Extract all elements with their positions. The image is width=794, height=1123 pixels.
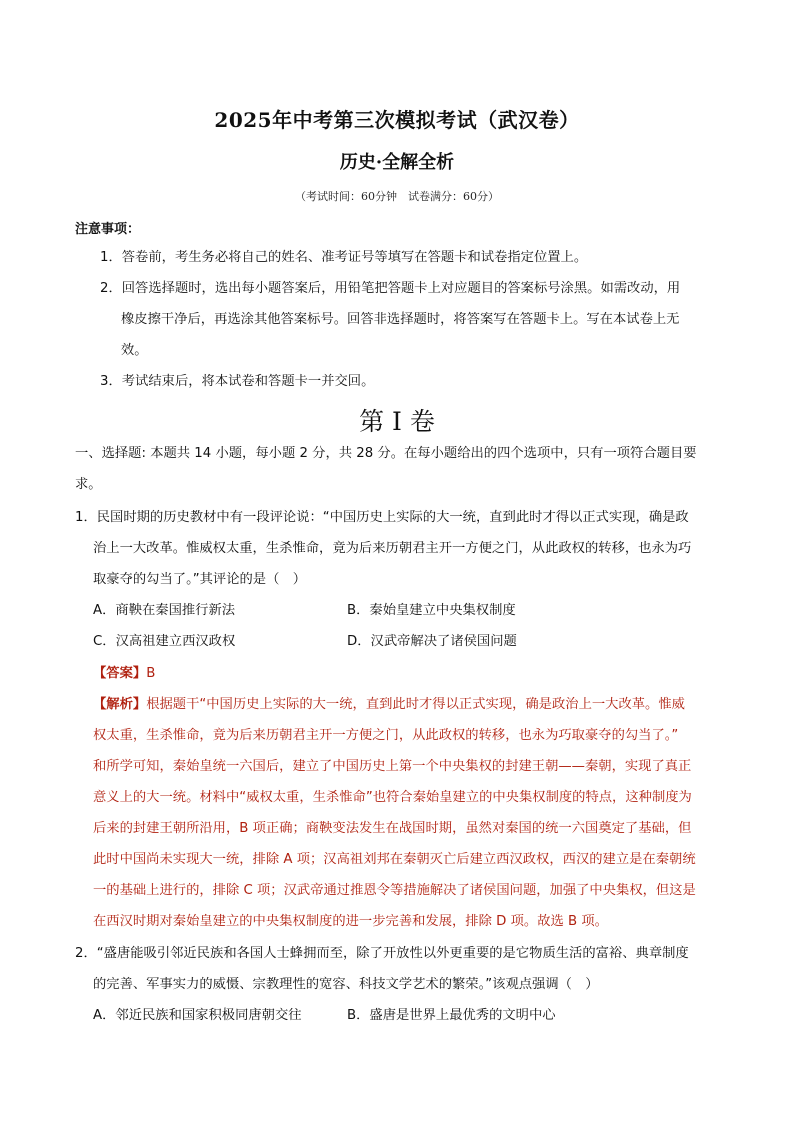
q1-analysis-line-1 <box>93 697 685 713</box>
q1-analysis-line-3: 和所学可知，秦始皇统一六国后，建立了中国历史上第一个中央集权的封建王朝——秦朝，实现了真正 <box>93 759 692 774</box>
q1-analysis-line-7: 一的基础上进行的，排除 C 项；汉武帝通过推恩令等措施解决了诸侯国问题，加强了中央集权，但这是 <box>93 883 696 898</box>
section-title: 第 I 卷 <box>359 407 435 436</box>
notice-item-2: 2．回答选择题时，选出每小题答案后，用铅笔把答题卡上对应题目的答案标号涂黑。如需改动，用 <box>100 281 681 296</box>
notice-item-2-cont: 橡皮擦干净后，再选涂其他答案标号。回答非选择题时，将答案写在答题卡上。写在本试卷上无 <box>121 312 680 327</box>
analysis-text: 根据题干“中国历史上实际的大一统，直到此时才得以正式实现，确是政治上一大改革。惟威 <box>146 697 685 712</box>
q1-stem-line-3: 取豪夺的勾当了。”其评论的是（ ） <box>93 572 306 587</box>
q1-stem-line-1: 1．民国时期的历史教材中有一段评论说：“中国历史上实际的大一统，直到此时才得以正式实现，确是政 <box>75 510 689 525</box>
q1-option-d: D．汉武帝解决了诸侯国问题 <box>347 634 517 649</box>
document-title: 2025年中考第三次模拟考试（武汉卷） <box>214 108 580 132</box>
exam-meta: （考试时间：60分钟 试卷满分：60分） <box>295 190 499 203</box>
q1-option-b: B．秦始皇建立中央集权制度 <box>347 603 516 618</box>
section-intro: 一、选择题: 本题共 14 小题，每小题 2 分，共 28 分。在每小题给出的四个选项中，只有一项符合题目要 <box>75 446 697 461</box>
notice-heading: 注意事项： <box>75 222 141 237</box>
q2-stem-line-2: 的完善、军事实力的威慑、宗教理性的宽容、科技文学艺术的繁荣。”该观点强调（ ） <box>93 977 599 992</box>
notice-item-1: 1．答卷前，考生务必将自己的姓名、准考证号等填写在答题卡和试卷指定位置上。 <box>100 250 588 265</box>
q1-analysis-line-5: 后来的封建王朝所沿用，B 项正确；商鞅变法发生在战国时期，虽然对秦国的统一六国奠定了基础，但 <box>93 821 692 836</box>
q1-analysis-line-8: 在西汉时期对秦始皇建立的中央集权制度的进一步完善和发展，排除 D 项。故选 B 项。 <box>93 914 608 929</box>
answer-value: B <box>146 666 156 681</box>
q2-option-b: B．盛唐是世界上最优秀的文明中心 <box>347 1008 556 1023</box>
answer-tag: 【答案】 <box>93 666 147 681</box>
notice-item-2-cont2: 效。 <box>121 343 148 358</box>
q2-option-a: A．邻近民族和国家积极同唐朝交往 <box>93 1008 302 1023</box>
q1-option-c: C．汉高祖建立西汉政权 <box>93 634 236 649</box>
analysis-tag: 【解析】 <box>93 697 147 712</box>
q1-analysis-line-4: 意义上的大一统。材料中“威权太重，生杀惟命”也符合秦始皇建立的中央集权制度的特点，这种制度为 <box>93 790 692 805</box>
q1-answer <box>93 666 155 682</box>
q1-analysis-line-6: 此时中国尚未实现大一统，排除 A 项；汉高祖刘邦在秦朝灭亡后建立西汉政权，西汉的建立是在秦朝统 <box>93 852 696 867</box>
q1-analysis-line-2: 权太重，生杀惟命，竟为后来历朝君主开一方便之门，从此政权的转移，也永为巧取豪夺的勾当了。” <box>93 728 679 743</box>
document-subtitle: 历史·全解全析 <box>339 152 455 173</box>
q2-stem-line-1: 2．“盛唐能吸引邻近民族和各国人士蜂拥而至，除了开放性以外更重要的是它物质生活的富裕、典章制度 <box>75 946 689 961</box>
notice-item-3: 3．考试结束后，将本试卷和答题卡一并交回。 <box>100 374 375 389</box>
q1-option-a: A．商鞅在秦国推行新法 <box>93 603 236 618</box>
q1-stem-line-2: 治上一大改革。惟威权太重，生杀惟命，竟为后来历朝君主开一方便之门，从此政权的转移，也永为巧 <box>93 541 692 556</box>
section-intro-cont: 求。 <box>75 477 102 492</box>
